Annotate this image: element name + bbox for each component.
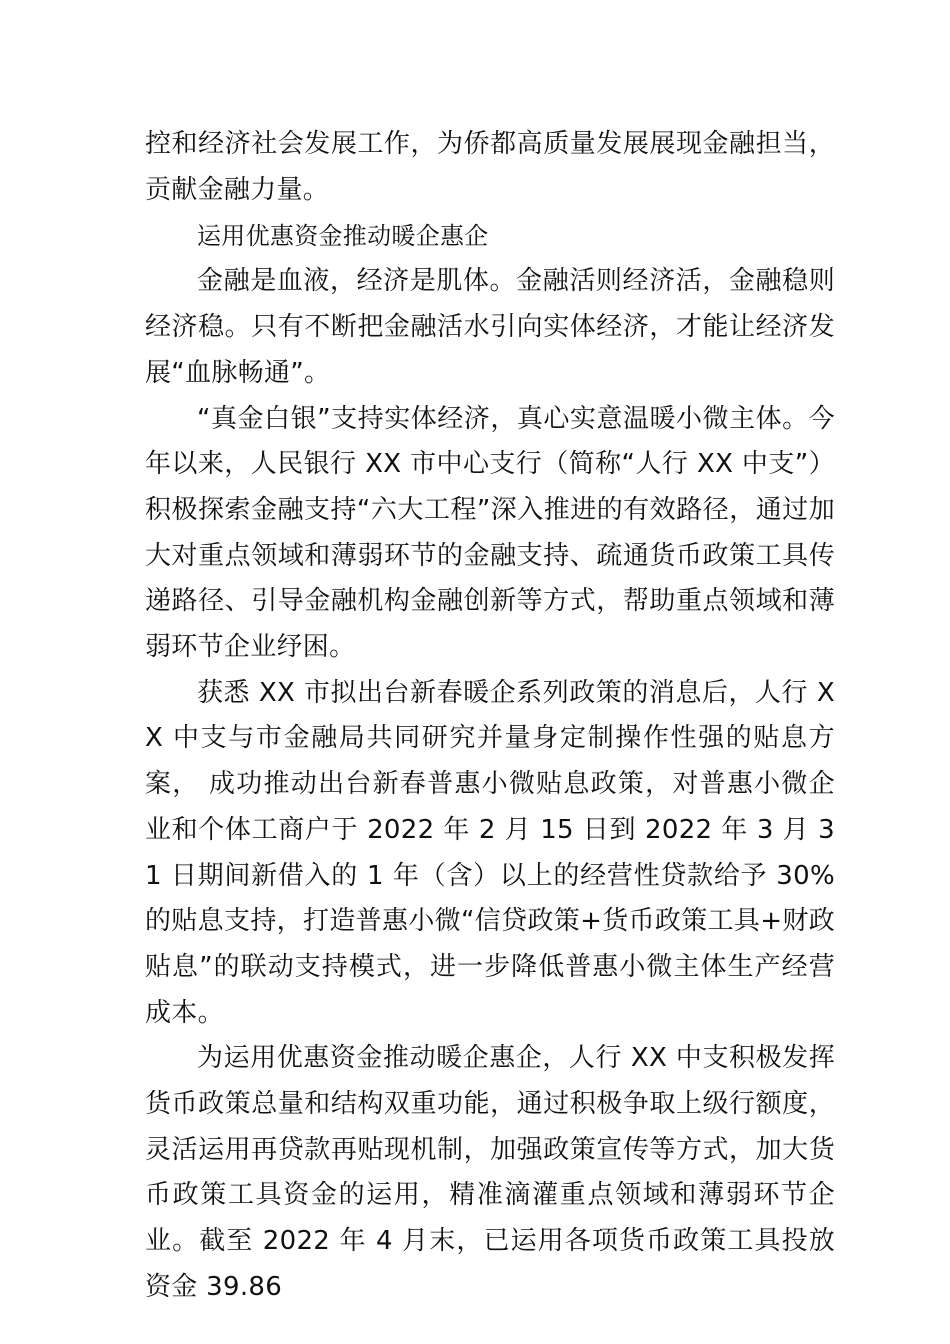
paragraph-real-gold: “真金白银”支持实体经济，真心实意温暖小微主体。今年以来，人民银行 XX 市中心支行（简称“人行 XX 中支”）积极探索金融支持“六大工程”深入推进的有效路径，通过加大对重点领域和薄弱环节的金融支持、疏通货币政策工具传递路径、引导金融机构金融创新等方式，帮助重点领域和薄弱环节企业纾困。 xyxy=(145,403,835,663)
paragraph-subsidy-policy: 获悉 XX 市拟出台新春暖企系列政策的消息后，人行 XX 中支与市金融局共同研究并量身定制操作性强的贴息方案， 成功推动出台新春普惠小微贴息政策，对普惠小微企业和个体工商户于 2022 年 2 月 15 日到 2022 年 3 月 31 日期间新借入的 1 年（含）以上的经营性贷款给予 30%的贴息支持，打造普惠小微“信贷政策+货币政策工具+财政贴息”的联动支持模式，进一步降低普惠小微主体生产经营成本。 xyxy=(145,677,835,1028)
document-body xyxy=(145,122,835,1311)
paragraph-monetary-funds: 为运用优惠资金推动暖企惠企，人行 XX 中支积极发挥货币政策总量和结构双重功能，通过积极争取上级行额度， 灵活运用再贷款再贴现机制，加强政策宣传等方式，加大货 币政策工具资金的运用，精准滴灌重点领域和薄弱环节企业。截至 2022 年 4 月末，已运用各项货币政策工具投放资金 39.86 xyxy=(145,1043,835,1302)
section-heading: 运用优惠资金推动暖企惠企 xyxy=(197,222,489,251)
paragraph-blood-economy: 金融是血液，经济是肌体。金融活则经济活，金融稳则经济稳。只有不断把金融活水引向实体经济，才能让经济发展“血脉畅通”。 xyxy=(145,266,835,388)
paragraph-continued: 控和经济社会发展工作，为侨都高质量发展展现金融担当， 贡献金融力量。 xyxy=(145,129,835,205)
